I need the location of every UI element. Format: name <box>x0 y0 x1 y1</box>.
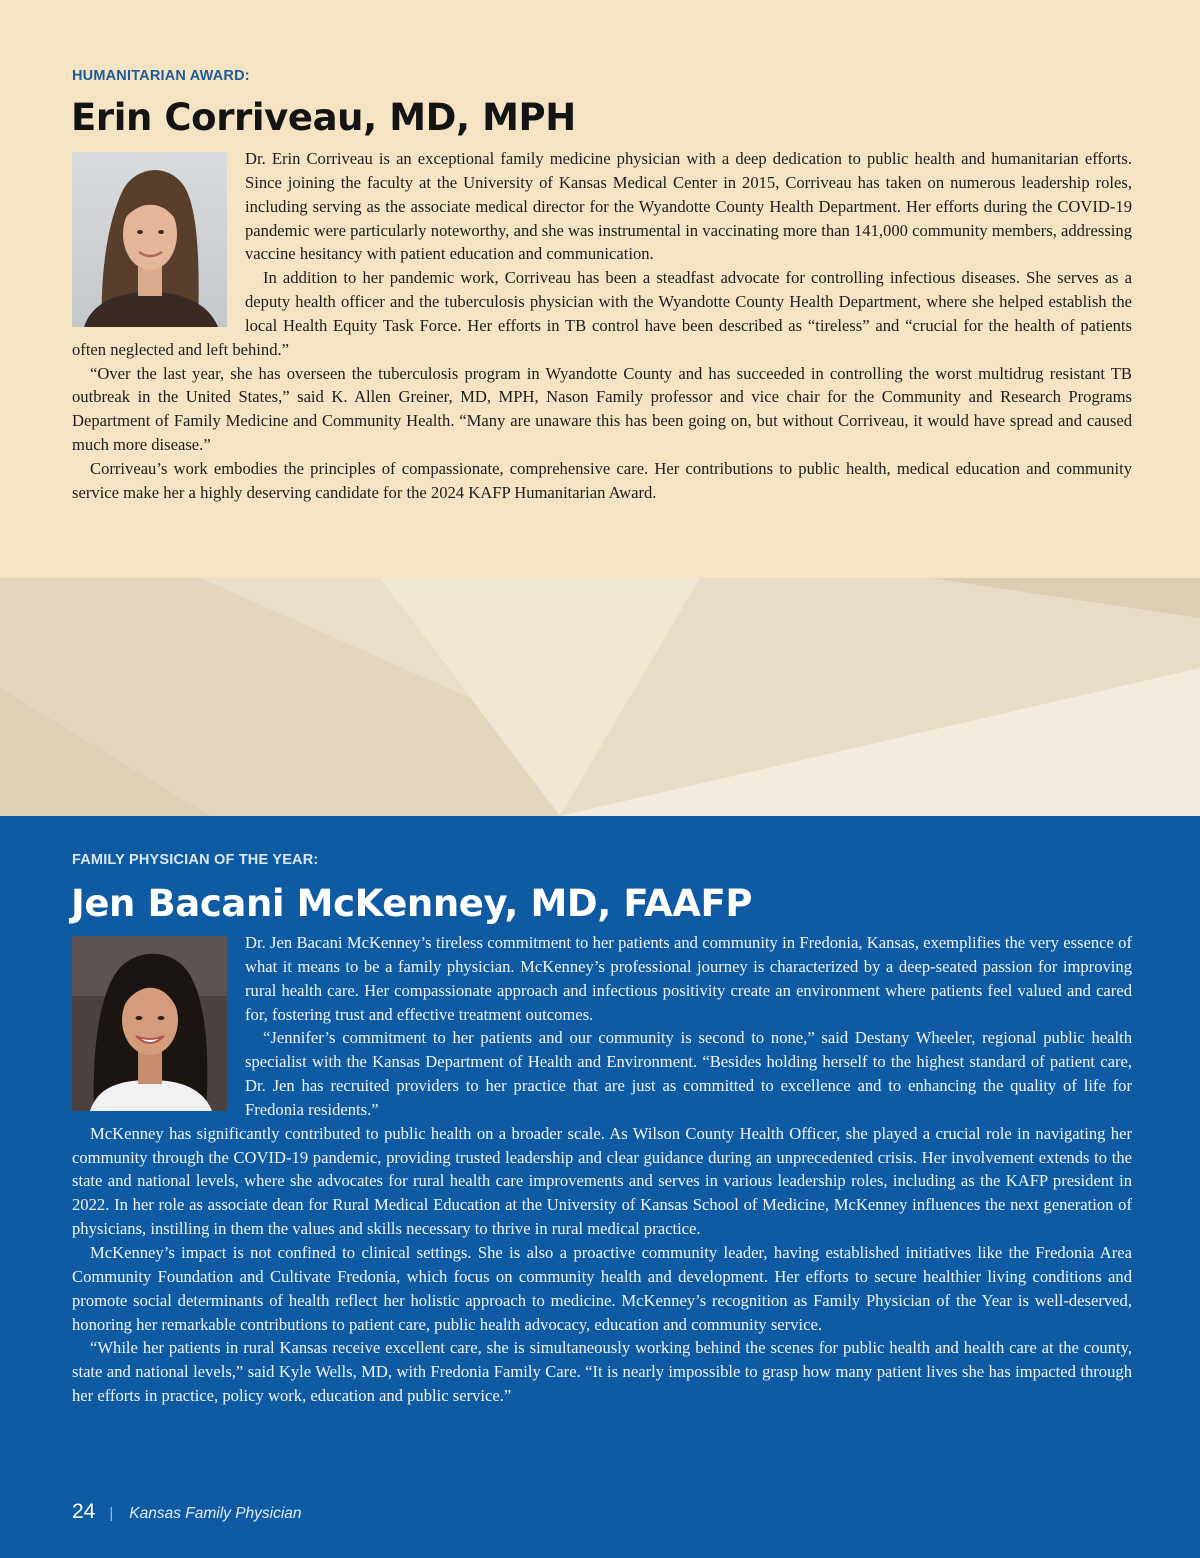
humanitarian-article-body <box>72 147 1132 505</box>
article-paragraph: “Jennifer’s commitment to her patients and our community is second to none,” said Destany Wheeler, regional public health specialist with the Kansas Department of Health and Environment. “Besides holding herself to the highest standard of patient care, Dr. Jen has recruited providers to her practice that are just as committed to excellence and to enhancing the quality of life for Fredonia residents.” <box>245 1028 1132 1119</box>
decorative-texture-band <box>0 578 1200 816</box>
honoree-name: Jen Bacani McKenney, MD, FAAFP <box>71 882 753 925</box>
physician-article-body <box>72 931 1132 1408</box>
article-paragraph: “While her patients in rural Kansas receive excellent care, she is simultaneously working behind the scenes for public health and health care at the county, state and national levels,” said Kyle Wells, MD, with Fredonia Family Care. “It is nearly impossible to grasp how many patient lives she has impacted through her efforts in practice, policy work, education and public service.” <box>72 1338 1132 1406</box>
article-paragraph: In addition to her pandemic work, Corriveau has been a steadfast advocate for controlling infectious diseases. She serves as a deputy health officer and the tuberculosis physician with the Wyandotte County Health Department, where she helped establish the local Health Equity Task Force. Her efforts in TB control have been described as “tireless” and “crucial for the health of patients often neglected and left behind.” <box>72 268 1132 359</box>
award-kicker: HUMANITARIAN AWARD: <box>72 68 250 84</box>
photo-float-spacer <box>72 147 245 327</box>
award-kicker: FAMILY PHYSICIAN OF THE YEAR: <box>72 852 319 868</box>
article-paragraph: Corriveau’s work embodies the principles of compassionate, comprehensive care. Her contributions to public health, medical education and community service make her a highly deserving candidate for the 2024 KAFP Humanitarian Award. <box>72 458 1132 502</box>
humanitarian-award-section <box>0 0 1200 578</box>
article-paragraph: “Over the last year, she has overseen the tuberculosis program in Wyandotte County and has succeeded in controlling the worst multidrug resistant TB outbreak in the United States,” said K. Allen Greiner, MD, MPH, Nason Family professor and vice chair for the Community and Research Programs Department of Family Medicine and Community Health. “Many are unaware this has been going on, but without Corriveau, it would have spread and caused much more disease.” <box>72 363 1132 455</box>
publication-name: Kansas Family Physician <box>129 1505 302 1522</box>
photo-float-spacer <box>72 931 245 1115</box>
honoree-name: Erin Corriveau, MD, MPH <box>71 96 576 139</box>
physician-of-year-section <box>0 816 1200 1558</box>
footer-separator: | <box>109 1505 114 1522</box>
page-number: 24 <box>72 1500 96 1523</box>
article-paragraph: Dr. Jen Bacani McKenney’s tireless commitment to her patients and community in Fredonia, Kansas, exemplifies the very essence of what it means to be a family physician. McKenney’s professional journey is characterized by a deep-seated passion for improving rural health care. Her compassionate approach and infectious positivity create an environment where patients feel valued and cared for, fostering trust and effective treatment outcomes. <box>245 933 1132 1024</box>
article-paragraph: McKenney has significantly contributed to public health on a broader scale. As Wilson County Health Officer, she played a crucial role in navigating her community through the COVID-19 pandemic, providing trusted leadership and clear guidance during an unprecedented crisis. Her involvement extends to the state and national levels, where she advocates for rural health care improvements and serves in various leadership roles, including as the KAFP president in 2022. In her role as associate dean for Rural Medical Education at the University of Kansas School of Medicine, McKenney influences the next generation of physicians, instilling in them the values and skills necessary to thrive in rural medical practice. <box>72 1123 1132 1239</box>
article-paragraph: McKenney’s impact is not confined to clinical settings. She is also a proactive community leader, having established initiatives like the Fredonia Area Community Foundation and Cultivate Fredonia, which focus on community health and development. Her efforts to secure healthier living conditions and promote social determinants of health reflect her holistic approach to medicine. McKenney’s recognition as Family Physician of the Year is well-deserved, honoring her remarkable contributions to patient care, public health advocacy, education and community service. <box>72 1242 1132 1334</box>
article-paragraph: Dr. Erin Corriveau is an exceptional family medicine physician with a deep dedication to public health and humanitarian efforts. Since joining the faculty at the University of Kansas Medical Center in 2015, Corriveau has taken on numerous leadership roles, including serving as the associate medical director for the Wyandotte County Health Department. Her efforts during the COVID-19 pandemic were particularly noteworthy, and she was instrumental in vaccinating more than 141,000 community members, addressing vaccine hesitancy with patient education and communication. <box>245 149 1132 264</box>
page-footer <box>72 1500 302 1524</box>
